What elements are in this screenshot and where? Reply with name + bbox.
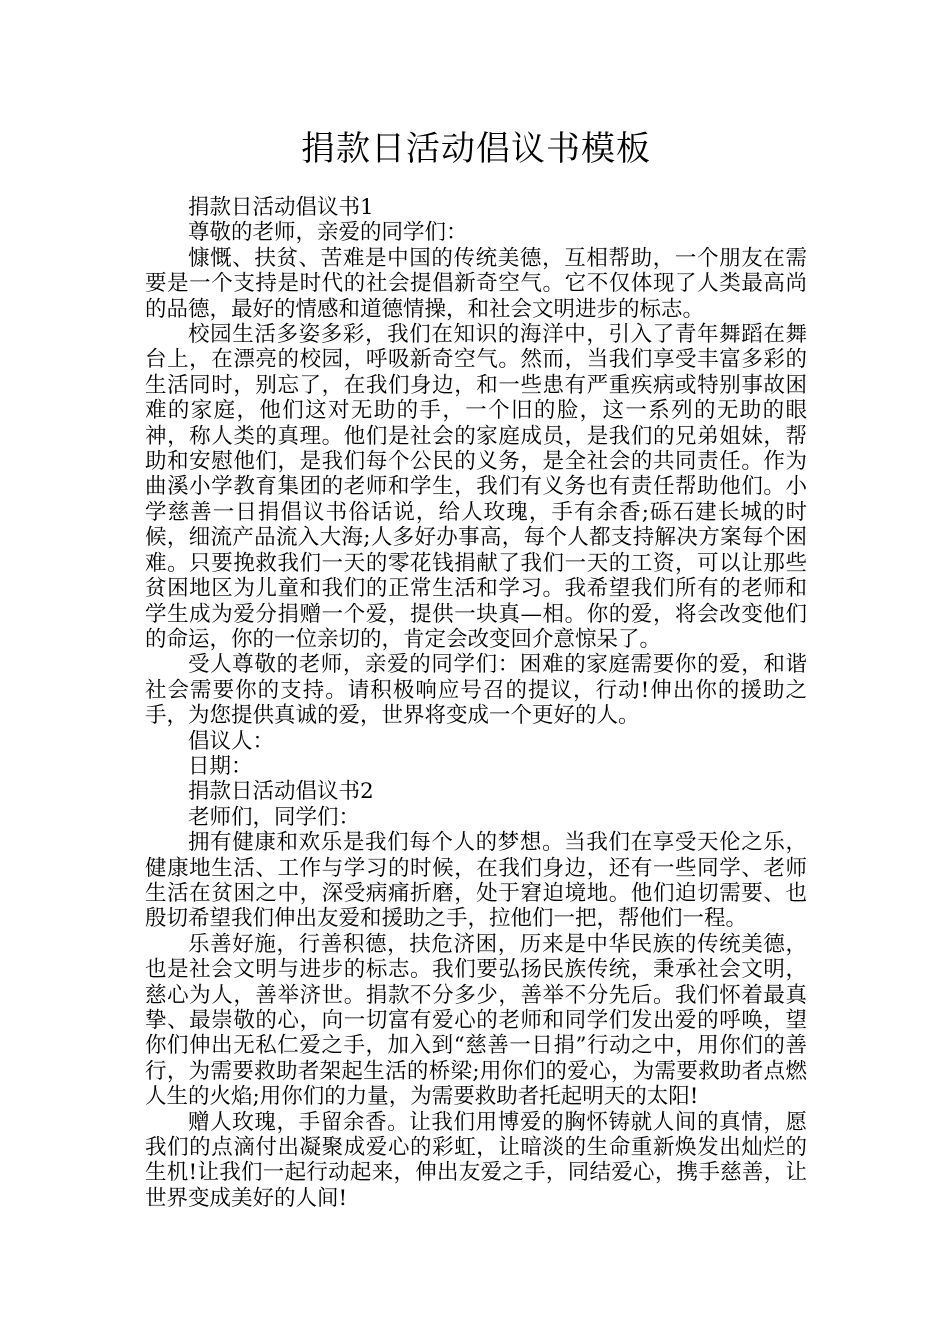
date-line: 日期： — [188, 753, 253, 779]
document-page — [145, 125, 807, 1211]
body-paragraph: 受人尊敬的老师，亲爱的同学们：困难的家庭需要你的爱，和谐社会需要你的支持。请积极响应号召的提议，行动!伸出你的援助之手，为您提供真诚的爱，世界将变成一个更好的人。 — [145, 652, 807, 729]
body-paragraph: 慷慨、扶贫、苦难是中国的传统美德，互相帮助，一个朋友在需要是一个支持是时代的社会提倡新奇空气。它不仅体现了人类最高尚的品德，最好的情感和道德情操，和社会文明进步的标志。 — [145, 245, 807, 322]
salutation-1: 尊敬的老师，亲爱的同学们： — [188, 220, 468, 246]
body-paragraph: 拥有健康和欢乐是我们每个人的梦想。当我们在享受天伦之乐，健康地生活、工作与学习的时候，在我们身边，还有一些同学、老师生活在贫困之中，深受病痛折磨，处于窘迫境地。他们迫切需要、也殷切希望我们伸出友爱和援助之手，拉他们一把，帮他们一程。 — [145, 830, 807, 932]
proposer-line: 倡议人： — [188, 728, 275, 754]
salutation-2: 老师们，同学们： — [188, 804, 361, 830]
heading-proposal-2: 捐款日活动倡议书2 — [188, 779, 374, 805]
heading-proposal-1: 捐款日活动倡议书1 — [188, 195, 374, 220]
body-paragraph: 校园生活多姿多彩，我们在知识的海洋中，引入了青年舞蹈在舞台上，在漂亮的校园，呼吸新奇空气。然而，当我们享受丰富多彩的生活同时，别忘了，在我们身边，和一些患有严重疾病或特别事故困难的家庭，他们这对无助的手，一个旧的脸，这一系列的无助的眼神，称人类的真理。他们是社会的家庭成员，是我们的兄弟姐妹，帮助和安慰他们，是我们每个公民的义务，是全社会的共同责任。作为曲溪小学教育集团的老师和学生，我们有义务也有责任帮助他们。小学慈善一日捐倡议书俗话说，给人玫瑰，手有余香;砾石建长城的时候，细流产品流入大海;人多好办事高，每个人都支持解决方案每个困难。只要挽救我们一天的零花钱捐献了我们一天的工资，可以让那些贫困地区为儿童和我们的正常生活和学习。我希望我们所有的老师和学生成为爱分捐赠一个爱，提供一块真—相。你的爱，将会改变他们的命运，你的一位亲切的，肯定会改变回介意惊呆了。 — [145, 322, 807, 652]
body-paragraph: 乐善好施，行善积德，扶危济困，历来是中华民族的传统美德，也是社会文明与进步的标志。我们要弘扬民族传统，秉承社会文明，慈心为人，善举济世。捐款不分多少，善举不分先后。我们怀着最真挚、最崇敬的心，向一切富有爱心的老师和同学们发出爱的呼唤，望你们伸出无私仁爱之手，加入到“慈善一日捐”行动之中，用你们的善行，为需要救助者架起生活的桥梁;用你们的爱心，为需要救助者点燃人生的火焰;用你们的力量，为需要救助者托起明天的太阳! — [145, 931, 807, 1110]
body-paragraph: 赠人玫瑰，手留余香。让我们用博爱的胸怀铸就人间的真情，愿我们的点滴付出凝聚成爱心的彩虹，让暗淡的生命重新焕发出灿烂的生机!让我们一起行动起来，伸出友爱之手，同结爱心，携手慈善，让世界变成美好的人间! — [145, 1109, 807, 1211]
document-title: 捐款日活动倡议书模板 — [301, 129, 651, 169]
